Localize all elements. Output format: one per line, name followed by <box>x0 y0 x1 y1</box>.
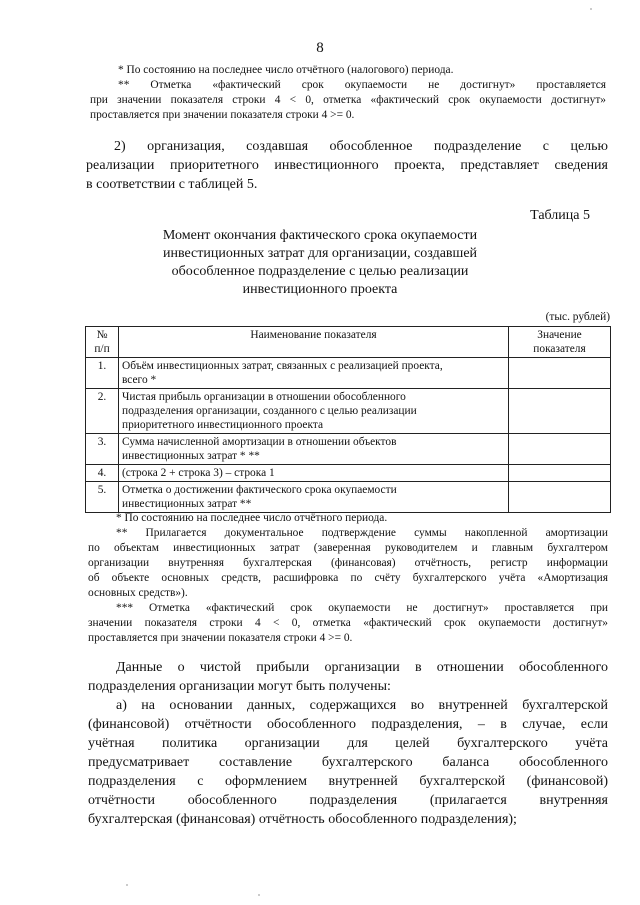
paragraph-line: подразделения с оформлением внутренней бухгалтерской (финансовой) <box>88 774 608 789</box>
footnote-line: ** Отметка «фактический срок окупаемости не достигнут» проставляется <box>118 79 606 91</box>
paragraph-line: отчётности обособленного подразделения (прилагается внутренняя <box>88 793 608 808</box>
table-title <box>150 227 490 299</box>
table-row <box>86 465 611 482</box>
footnote-line: по объектам инвестиционных затрат (заверенная руководителем и главным бухгалтером <box>88 542 608 554</box>
footnote-line: при значении показателя строки 4 < 0, отметка «фактический срок окупаемости достигнут» <box>90 94 606 106</box>
row-num: 3. <box>86 434 119 465</box>
footnote-line: значении показателя строки 4 < 0, отметка «фактический срок окупаемости достигнут» <box>88 617 608 629</box>
footnotes-top <box>90 63 606 123</box>
table-row <box>86 434 611 465</box>
header-name: Наименование показателя <box>119 327 509 358</box>
row-value <box>509 482 611 513</box>
row-name: (строка 2 + строка 3) – строка 1 <box>119 465 509 482</box>
indicators-table <box>85 326 611 513</box>
paragraph-line: бухгалтерская (финансовая) отчётность обособленного подразделения); <box>88 812 517 827</box>
footnote-line: * По состоянию на последнее число отчётного периода. <box>116 512 388 524</box>
row-value <box>509 434 611 465</box>
table-caption: Таблица 5 <box>530 208 590 223</box>
units-label: (тыс. рублей) <box>545 311 610 323</box>
paragraph-line: (финансовой) отчётности обособленного подразделения, – в случае, если <box>88 717 608 732</box>
paragraph-line: учётная политика организации для целей бухгалтерского учёта <box>88 736 608 751</box>
header-value: Значение показателя <box>509 327 611 358</box>
intro-paragraph <box>86 137 608 194</box>
row-num: 1. <box>86 358 119 389</box>
row-name: Отметка о достижении фактического срока окупаемости инвестиционных затрат ** <box>119 482 509 513</box>
footnote-line: ** Прилагается документальное подтверждение суммы накопленной амортизации <box>116 527 608 539</box>
table-row <box>86 482 611 513</box>
row-name: Сумма начисленной амортизации в отношении объектов инвестиционных затрат * ** <box>119 434 509 465</box>
paragraph-line: подразделения организации могут быть получены: <box>88 679 391 694</box>
row-name: Объём инвестиционных затрат, связанных с реализацией проекта, всего * <box>119 358 509 389</box>
row-name: Чистая прибыль организации в отношении обособленного подразделения организации, созданного с целью реализации приоритетного инвестиционного проекта <box>119 389 509 434</box>
paragraph-line: в соответствии с таблицей 5. <box>86 177 258 192</box>
footnote-line: проставляется при значении показателя строки 4 >= 0. <box>88 632 353 644</box>
scan-speck <box>590 8 592 10</box>
table-header-row <box>86 327 611 358</box>
footnote-line: об объекте основных средств, расшифровка по счёту бухгалтерского учёта «Амортизация <box>88 572 608 584</box>
paragraph-line: реализации приоритетного инвестиционного проекта, представляет сведения <box>86 158 608 173</box>
row-value <box>509 389 611 434</box>
footnote-line: * По состоянию на последнее число отчётного (налогового) периода. <box>118 64 454 76</box>
footnote-line: основных средств»). <box>88 587 188 599</box>
table-title-line: инвестиционных затрат для организации, создавшей <box>162 246 478 261</box>
table-row <box>86 389 611 434</box>
footnote-line: организации внутренняя бухгалтерская (финансовая) отчётность, регистр информации <box>88 557 608 569</box>
footnotes-table <box>88 511 608 646</box>
header-num: № п/п <box>86 327 119 358</box>
row-value <box>509 465 611 482</box>
scan-speck <box>258 894 260 896</box>
paragraph-line: 2) организация, создавшая обособленное подразделение с целью <box>114 139 608 154</box>
body-text <box>88 658 608 829</box>
paragraph-line: предусматривает составление бухгалтерского баланса обособленного <box>88 755 608 770</box>
footnote-line: проставляется при значении показателя строки 4 >= 0. <box>90 109 355 121</box>
table-title-line: обособленное подразделение с целью реализации <box>171 264 469 279</box>
row-num: 2. <box>86 389 119 434</box>
row-num: 4. <box>86 465 119 482</box>
table-title-line: инвестиционного проекта <box>242 282 398 297</box>
scan-speck <box>126 884 128 886</box>
paragraph-line: Данные о чистой прибыли организации в отношении обособленного <box>116 660 608 675</box>
table-title-line: Момент окончания фактического срока окупаемости <box>162 228 478 243</box>
row-value <box>509 358 611 389</box>
footnote-line: *** Отметка «фактический срок окупаемости не достигнут» проставляется при <box>116 602 608 614</box>
table-row <box>86 358 611 389</box>
row-num: 5. <box>86 482 119 513</box>
page-number: 8 <box>316 40 324 56</box>
paragraph-line: а) на основании данных, содержащихся во внутренней бухгалтерской <box>116 698 608 713</box>
